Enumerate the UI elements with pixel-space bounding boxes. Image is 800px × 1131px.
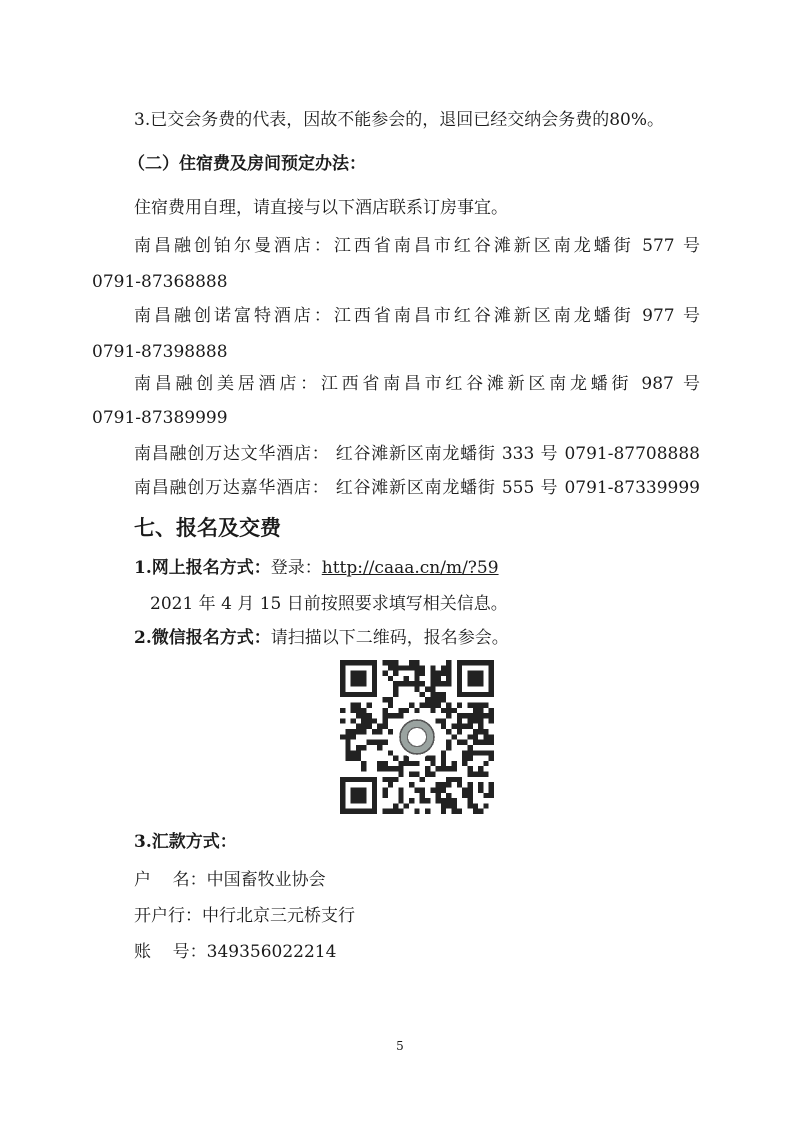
refund-item: 3.已交会务费的代表，因故不能参会的，退回已经交纳会务费的80%。 bbox=[134, 110, 665, 130]
online-registration-label: 1.网上报名方式： bbox=[134, 558, 271, 578]
hotel-mercure-address: 南昌融创美居酒店：江西省南昌市红谷滩新区南龙蟠街 987 号 bbox=[134, 374, 700, 394]
wechat-registration-text: 请扫描以下二维码，报名参会。 bbox=[270, 628, 509, 648]
hotel-pullman-address: 南昌融创铂尔曼酒店：江西省南昌市红谷滩新区南龙蟠街 577 号 bbox=[134, 236, 700, 256]
account-number-line bbox=[134, 940, 336, 964]
hotel-wanda-vista-line: 南昌融创万达文华酒店： 红谷滩新区南龙蟠街 333 号 0791-87708888 bbox=[134, 444, 700, 464]
section-heading-registration: 七、报名及交费 bbox=[134, 515, 281, 540]
payment-heading: 3.汇款方式： bbox=[134, 832, 237, 852]
account-number-value: 349356022214 bbox=[206, 942, 337, 962]
hotel-novotel-address: 南昌融创诺富特酒店：江西省南昌市红谷滩新区南龙蟠街 977 号 bbox=[134, 306, 700, 326]
wechat-registration-label: 2.微信报名方式： bbox=[134, 628, 271, 648]
hotel-pullman-phone: 0791-87368888 bbox=[92, 272, 228, 292]
online-registration-line bbox=[134, 556, 499, 580]
account-number-label: 账 号： bbox=[134, 942, 207, 962]
hotel-wanda-realm-line: 南昌融创万达嘉华酒店： 红谷滩新区南龙蟠街 555 号 0791-87339999 bbox=[134, 478, 700, 498]
account-name-label: 户 名： bbox=[134, 870, 207, 890]
hotel-section-heading: （二）住宿费及房间预定办法： bbox=[128, 154, 366, 174]
login-prefix: 登录： bbox=[270, 558, 322, 578]
hotel-novotel-phone: 0791-87398888 bbox=[92, 342, 228, 362]
bank-label: 开户行： bbox=[134, 906, 202, 926]
account-name-value: 中国畜牧业协会 bbox=[206, 870, 326, 890]
qr-code-icon[interactable] bbox=[340, 660, 494, 814]
registration-link[interactable]: http://caaa.cn/m/?59 bbox=[321, 558, 499, 578]
hotel-mercure-phone: 0791-87389999 bbox=[92, 408, 228, 428]
page-number: 5 bbox=[396, 1039, 404, 1053]
registration-deadline: 2021 年 4 月 15 日前按照要求填写相关信息。 bbox=[150, 594, 508, 614]
wechat-registration-line bbox=[134, 626, 509, 650]
bank-line bbox=[134, 904, 355, 928]
bank-value: 中行北京三元桥支行 bbox=[202, 906, 355, 926]
hotel-intro: 住宿费用自理，请直接与以下酒店联系订房事宜。 bbox=[134, 198, 508, 218]
account-name-line bbox=[134, 868, 326, 892]
